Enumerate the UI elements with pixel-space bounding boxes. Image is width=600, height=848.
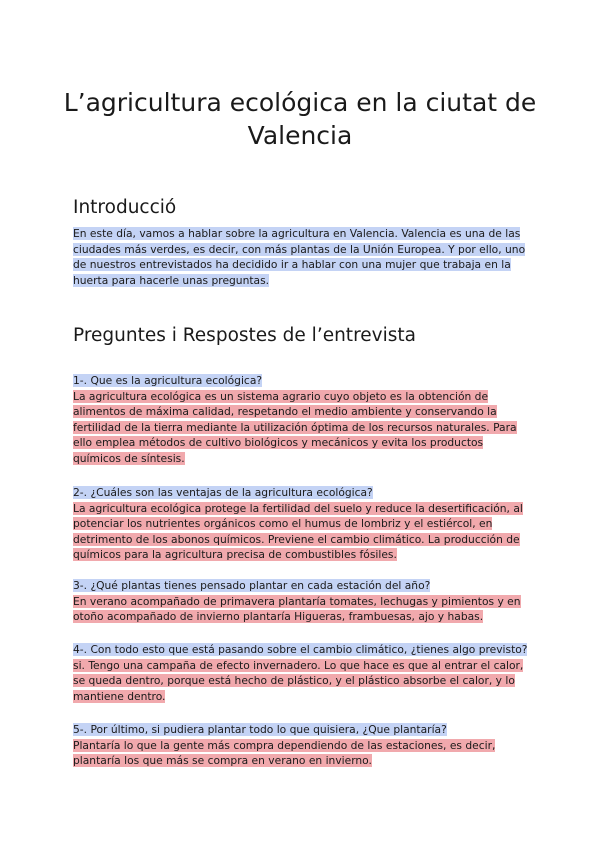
answer-4: [73, 658, 533, 705]
question-2: [73, 485, 533, 501]
answer-5: [73, 738, 533, 769]
answer-4-text: si. Tengo una campaña de efecto invernadero. Lo que hace es que al entrar el calor, se queda dentro, porque está hecho de plástico, y el plástico absorbe el calor, y lo mantiene dentro.: [73, 658, 524, 703]
answer-5-text: Plantaría lo que la gente más compra dependiendo de las estaciones, es decir, plantaría los que más se compra en verano en invierno.: [73, 738, 496, 767]
answer-1-text: La agricultura ecológica es un sistema agrario cuyo objeto es la obtención de alimentos de máxima calidad, respetando el medio ambiente y conservando la fertilidad de la tierra mediante la utilización óptima de los recursos naturales. Para ello emplea métodos de cultivo biológicos y mecánicos y evita los productos químicos de síntesis.: [73, 389, 517, 465]
qa-item-1: [73, 373, 533, 466]
question-5: [73, 722, 533, 738]
answer-2: [73, 501, 533, 563]
qa-heading: Preguntes i Respostes de l’entrevista: [73, 325, 416, 346]
qa-item-5: [73, 722, 533, 769]
page-title: L’agricultura ecológica en la ciutat de Valencia: [63, 88, 537, 150]
question-2-text: 2-. ¿Cuáles son las ventajas de la agricultura ecológica?: [73, 486, 373, 499]
question-4-text: 4-. Con todo esto que está pasando sobre el cambio climático, ¿tienes algo previsto?: [73, 643, 528, 656]
question-3-text: 3-. ¿Qué plantas tienes pensado plantar en cada estación del año?: [73, 579, 431, 592]
intro-paragraph: [73, 226, 533, 288]
answer-2-text: La agricultura ecológica protege la fertilidad del suelo y reduce la desertificación, al potenciar los nutrientes orgánicos como el humus de lombriz y el estiércol, en detrimento de los abonos químicos. Previene el cambio climático. La producción de químicos para la agricultura precisa de combustibles fósiles.: [73, 501, 523, 561]
question-1: [73, 373, 533, 389]
intro-heading: Introducció: [73, 197, 177, 218]
qa-item-2: [73, 485, 533, 563]
answer-3-text: En verano acompañado de primavera plantaría tomates, lechugas y pimientos y en otoño acompañado de invierno plantaría Higueras, frambuesas, ajo y habas.: [73, 594, 521, 623]
answer-3: [73, 594, 533, 625]
question-5-text: 5-. Por último, si pudiera plantar todo lo que quisiera, ¿Que plantaría?: [73, 723, 447, 736]
question-3: [73, 578, 533, 594]
question-1-text: 1-. Que es la agricultura ecológica?: [73, 374, 263, 387]
qa-item-3: [73, 578, 533, 625]
answer-1: [73, 389, 533, 467]
question-4: [73, 642, 533, 658]
qa-item-4: [73, 642, 533, 704]
intro-text: En este día, vamos a hablar sobre la agricultura en Valencia. Valencia es una de las ciudades más verdes, es decir, con más plantas de la Unión Europea. Y por ello, uno de nuestros entrevistados ha decidido ir a hablar con una mujer que trabaja en la huerta para hacerle unas preguntas.: [73, 227, 526, 287]
